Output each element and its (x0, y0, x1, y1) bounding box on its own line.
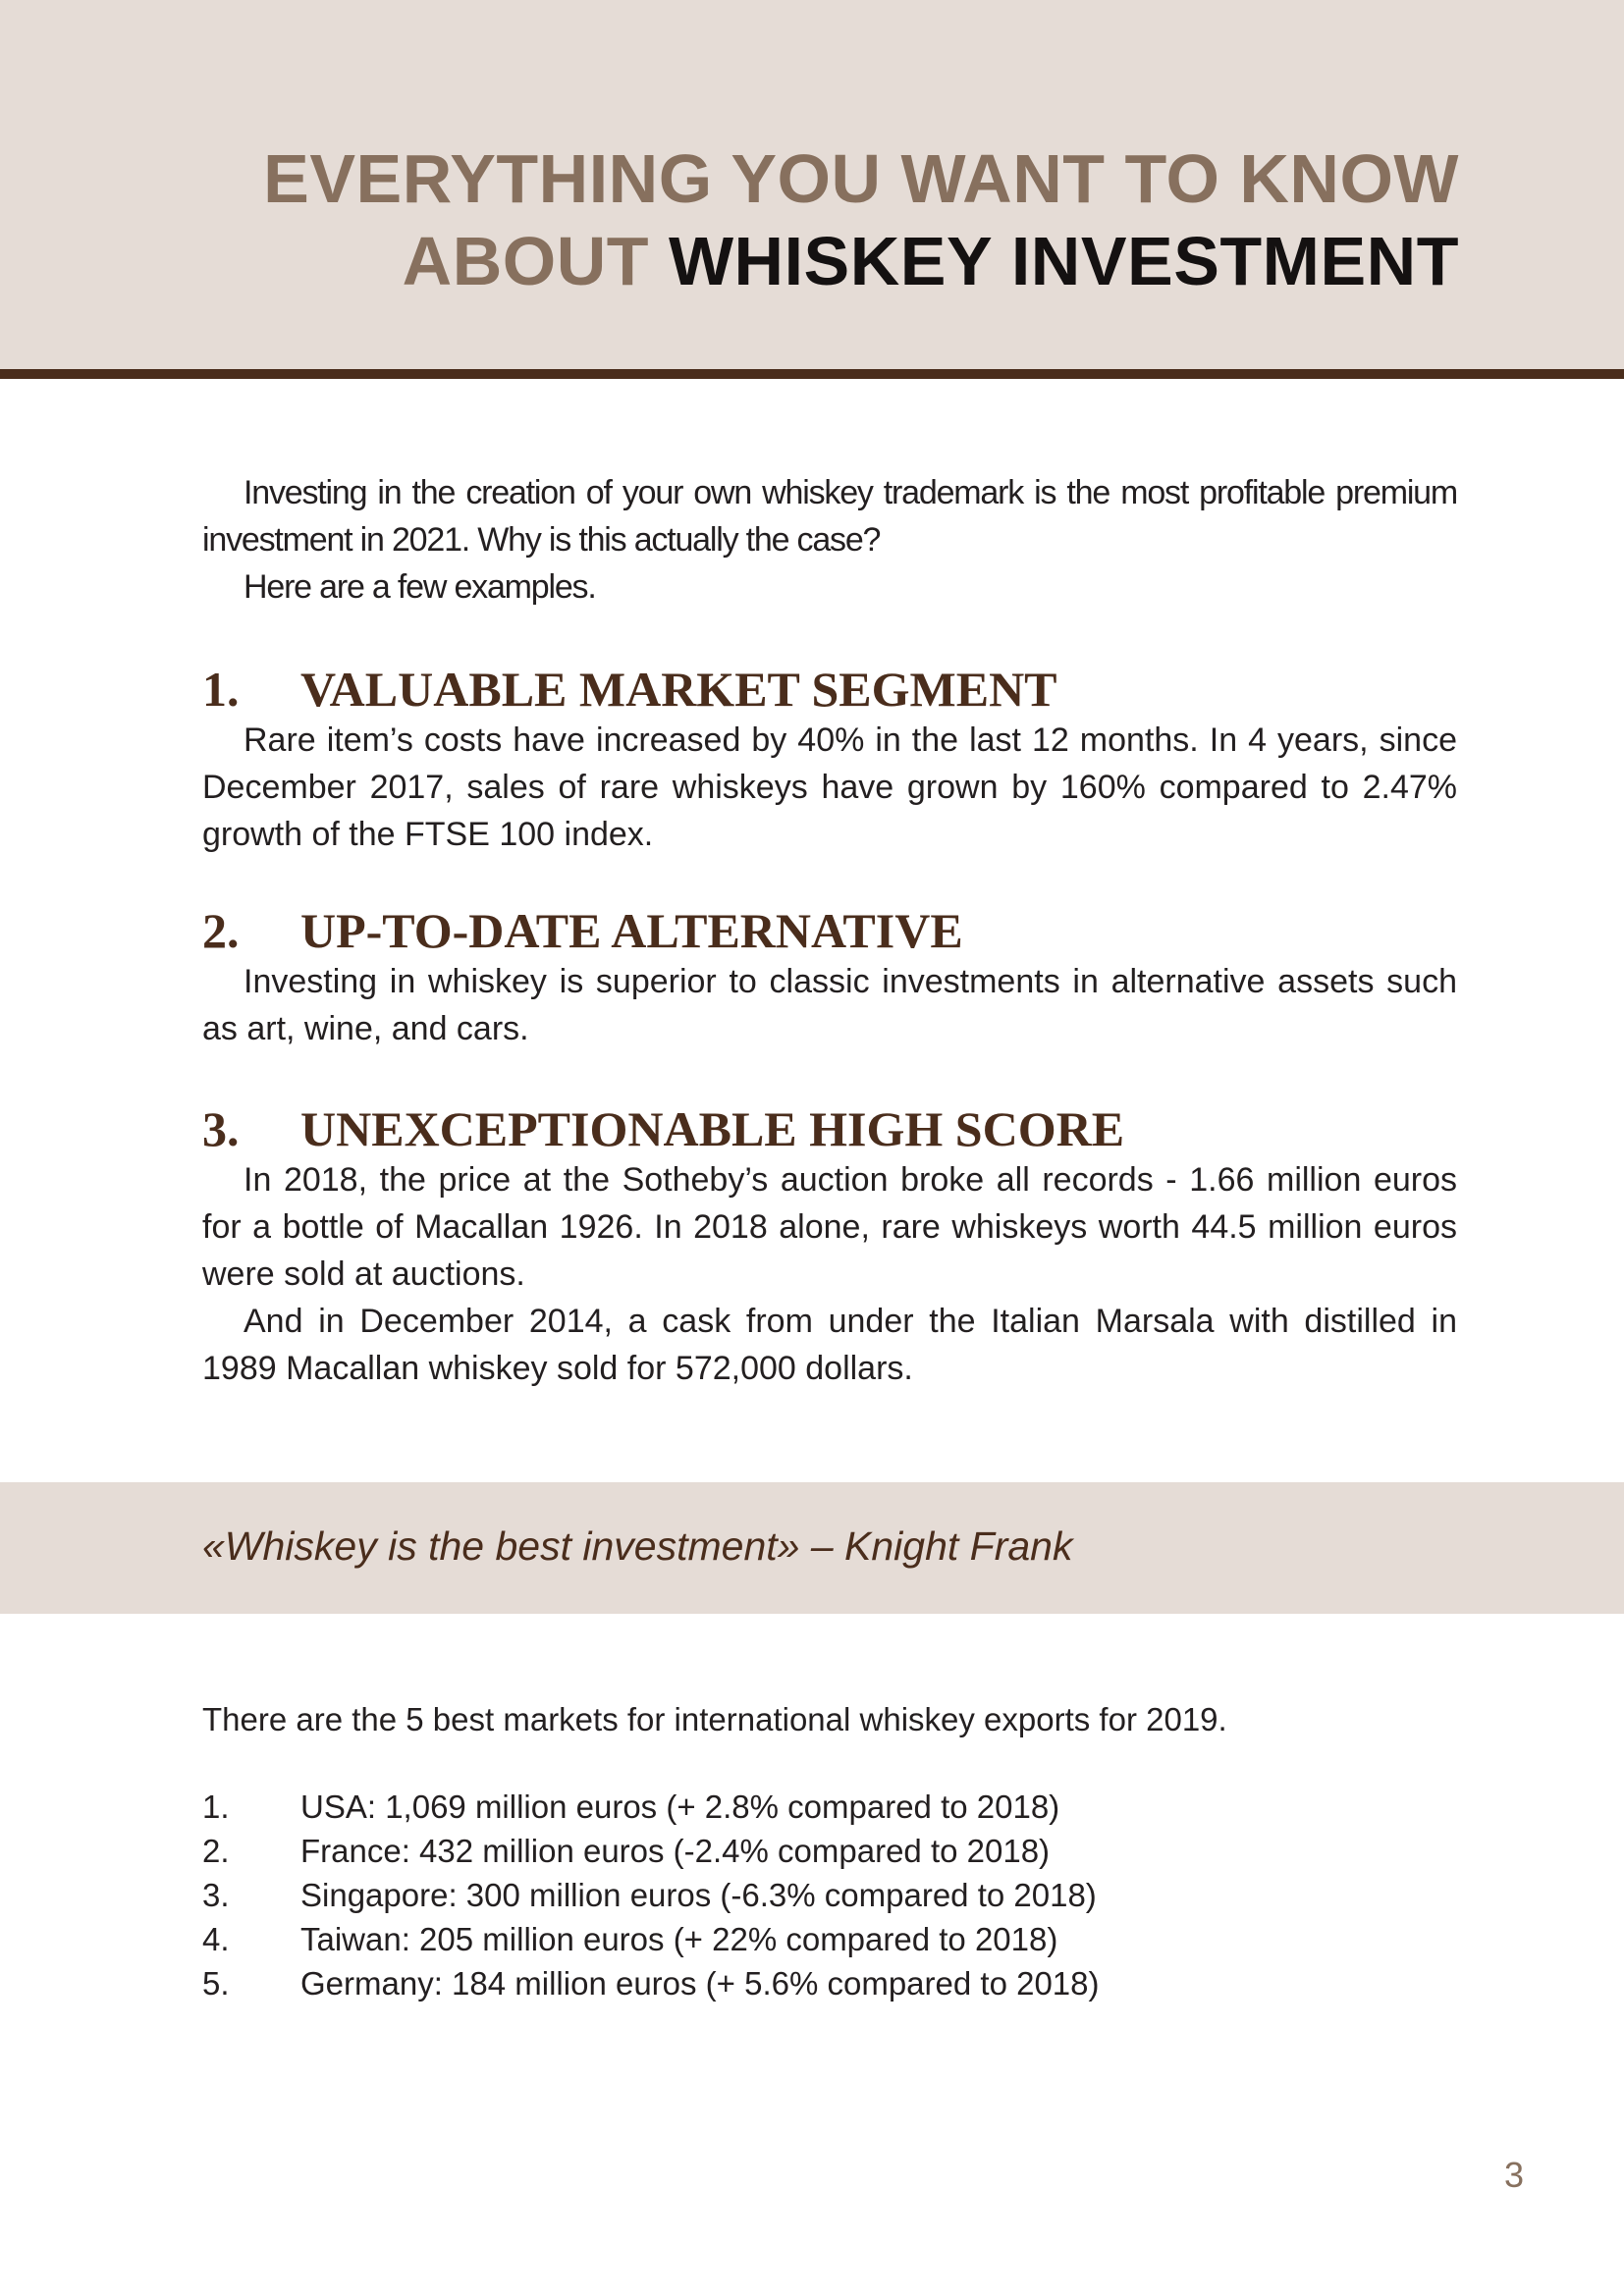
section-paragraph: Investing in whiskey is superior to classic investments in alternative assets such as art, wine, and cars. (202, 963, 1457, 1047)
markets-list (202, 1785, 1457, 2005)
intro-paragraph: Here are a few examples. (244, 568, 596, 606)
section-paragraph: In 2018, the price at the Sotheby’s auction broke all records - 1.66 million euros for a bottle of Macallan 1926. In 2018 alone, rare whiskeys worth 44.5 million euros were sold at auctions. (202, 1161, 1457, 1293)
list-item-text: Singapore: 300 million euros (-6.3% compared to 2018) (300, 1877, 1097, 1913)
list-item-number: 2. (202, 1833, 230, 1869)
section-title: UP-TO-DATE ALTERNATIVE (300, 903, 963, 958)
list-item (202, 1873, 1457, 1917)
list-item (202, 1785, 1457, 1829)
title-line-1: EVERYTHING YOU WANT TO KNOW (263, 140, 1459, 217)
section-title: VALUABLE MARKET SEGMENT (300, 662, 1057, 717)
section-heading-3 (202, 1099, 1457, 1158)
list-item-text: Taiwan: 205 million euros (+ 22% compared to 2018) (300, 1921, 1058, 1957)
page-number: 3 (1503, 2155, 1524, 2195)
list-item (202, 1917, 1457, 1961)
list-item (202, 1829, 1457, 1873)
section-heading-2 (202, 901, 1457, 960)
intro-paragraph: Investing in the creation of your own whiskey trademark is the most profitable premium investment in 2021. Why is this actually the case? (202, 474, 1457, 559)
list-item-number: 3. (202, 1877, 230, 1913)
markets-intro: There are the 5 best markets for international whiskey exports for 2019. (202, 1701, 1227, 1737)
section-paragraph: And in December 2014, a cask from under the Italian Marsala with distilled in 1989 Macallan whiskey sold for 572,000 dollars. (202, 1303, 1457, 1387)
page-title (84, 137, 1459, 302)
list-item-text: USA: 1,069 million euros (+ 2.8% compared to 2018) (300, 1789, 1060, 1825)
list-item-number: 5. (202, 1965, 230, 2002)
intro-text (202, 469, 1457, 611)
section-body-3 (202, 1156, 1457, 1392)
pull-quote: «Whiskey is the best investment» – Knight Frank (202, 1523, 1073, 1569)
section-title: UNEXCEPTIONABLE HIGH SCORE (300, 1101, 1125, 1156)
section-body-1 (202, 717, 1457, 858)
section-heading-1 (202, 660, 1457, 719)
header-divider (0, 369, 1624, 379)
section-paragraph: Rare item’s costs have increased by 40% in the last 12 months. In 4 years, since December 2017, sales of rare whiskeys have grown by 160% compared to 2.47% growth of the FTSE 100 index. (202, 721, 1457, 853)
title-line-2-bold: WHISKEY INVESTMENT (668, 223, 1459, 299)
section-number: 2. (202, 903, 240, 958)
list-item-text: France: 432 million euros (-2.4% compared to 2018) (300, 1833, 1051, 1869)
title-line-2-accent: ABOUT (402, 223, 650, 299)
list-item-number: 4. (202, 1921, 230, 1957)
section-body-2 (202, 958, 1457, 1052)
list-item-number: 1. (202, 1789, 230, 1825)
section-number: 1. (202, 662, 240, 717)
list-item (202, 1961, 1457, 2005)
list-item-text: Germany: 184 million euros (+ 5.6% compared to 2018) (300, 1965, 1100, 2002)
section-number: 3. (202, 1101, 240, 1156)
